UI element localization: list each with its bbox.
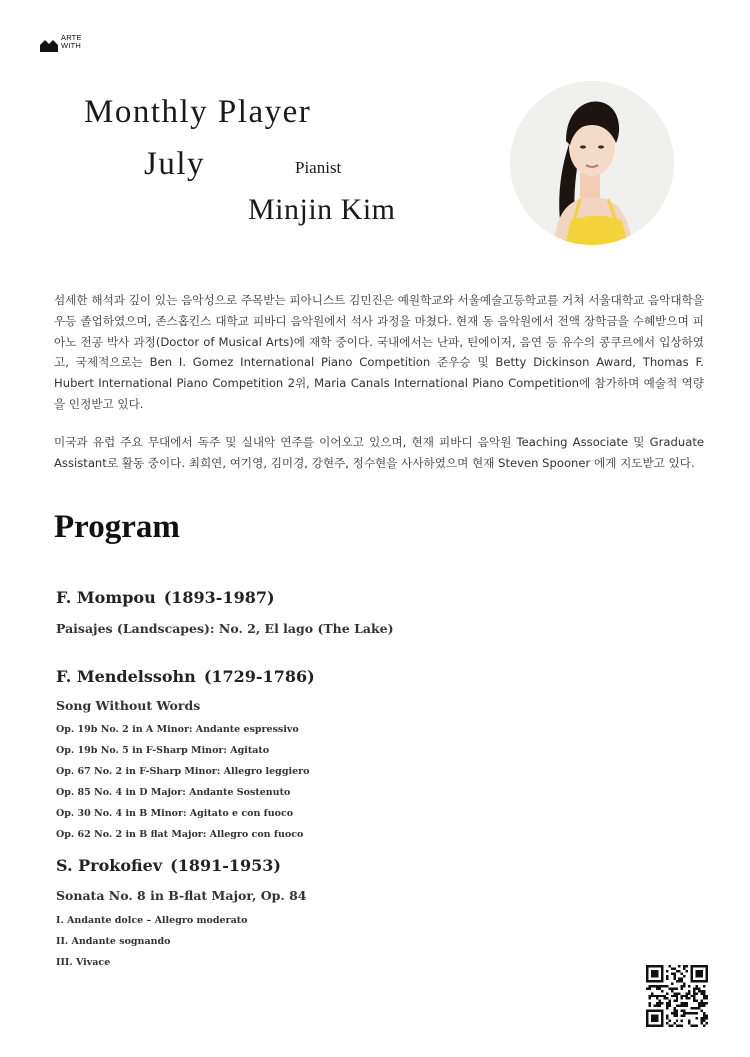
movement-item: II. Andante sognando <box>56 936 171 947</box>
composer-heading <box>56 851 656 880</box>
movement-item: Op. 62 No. 2 in B flat Major: Allegro con fuoco <box>56 829 304 840</box>
composer-name: S. Prokofiev <box>56 856 163 875</box>
qr-code-icon <box>646 965 708 1027</box>
bio-paragraph-1: 섬세한 해석과 깊이 있는 음악성으로 주목받는 피아니스트 김민진은 예원학교와 서울예술고등학교를 거쳐 서울대학교 음악대학을 우등 졸업하였으며, 존스홉킨스 대학교 피바디 음악원에서 석사 과정을 마쳤다. 현재 동 음악원에서 전액 장학금을 수혜받으며 피아노 전공 박사 과정(Doctor of Musical Arts)에 재학 중이다. 국내에서는 난파, 틴에이저, 음연 등 유수의 콩쿠르에서 입상하였고, 국제적으로는 Ben I. Gomez International Piano Competition 준우승 및 Betty Dickinson Award, Thomas F. Hubert International Piano Competition 2위, Maria Canals International Piano Competition에 참가하며 예술적 역량을 인정받고 있다. <box>54 293 704 411</box>
movement-item: Op. 19b No. 5 in F-Sharp Minor: Agitato <box>56 745 270 756</box>
composer-years: (1891-1953) <box>170 856 281 875</box>
performer-biography <box>54 290 704 490</box>
month-title: July <box>144 146 206 182</box>
composer-name: F. Mendelssohn <box>56 667 196 686</box>
composer-heading <box>56 583 656 612</box>
page-title: Monthly Player <box>84 94 312 130</box>
composer-heading <box>56 662 656 691</box>
piece-title: Paisajes (Landscapes): No. 2, El lago (The Lake) <box>56 621 394 636</box>
movement-item: III. Vivace <box>56 957 111 968</box>
arte-with-logo[interactable] <box>40 34 100 56</box>
performer-name: Minjin Kim <box>248 193 396 226</box>
movement-item: Op. 67 No. 2 in F-Sharp Minor: Allegro leggiero <box>56 766 310 777</box>
arte-with-logo-icon <box>40 38 58 52</box>
program-heading: Program <box>54 509 180 545</box>
movement-item: Op. 30 No. 4 in B Minor: Agitato e con fuoco <box>56 808 294 819</box>
program-list <box>56 583 656 973</box>
composer-block-prokofiev <box>56 851 656 973</box>
composer-name: F. Mompou <box>56 588 156 607</box>
composer-years: (1893-1987) <box>163 588 275 607</box>
movement-item: Op. 19b No. 2 in A Minor: Andante espressivo <box>56 724 299 735</box>
movement-item: Op. 85 No. 4 in D Major: Andante Sostenuto <box>56 787 291 798</box>
logo-text <box>61 34 82 50</box>
composer-block-mompou <box>56 583 656 644</box>
composer-block-mendelssohn <box>56 662 656 845</box>
portrait-illustration <box>510 81 674 245</box>
logo-line-2: WITH <box>61 41 81 50</box>
performer-photo <box>510 81 674 245</box>
qr-code[interactable] <box>646 965 708 1027</box>
piece-title: Sonata No. 8 in B-flat Major, Op. 84 <box>56 888 307 903</box>
piece-title: Song Without Words <box>56 698 201 713</box>
bio-paragraph-2: 미국과 유럽 주요 무대에서 독주 및 실내악 연주를 이어오고 있으며, 현재 피바디 음악원 Teaching Associate 및 Graduate Assistant로 활동 중이다. 최희연, 여기영, 김미경, 강현주, 정수현을 사사하였으며 현재 Steven Spooner 에게 지도받고 있다. <box>54 434 704 470</box>
composer-years: (1729-1786) <box>203 667 315 686</box>
movement-item: I. Andante dolce – Allegro moderato <box>56 915 248 926</box>
performer-role: Pianist <box>295 158 342 177</box>
logo-line-1: ARTE <box>61 33 82 42</box>
